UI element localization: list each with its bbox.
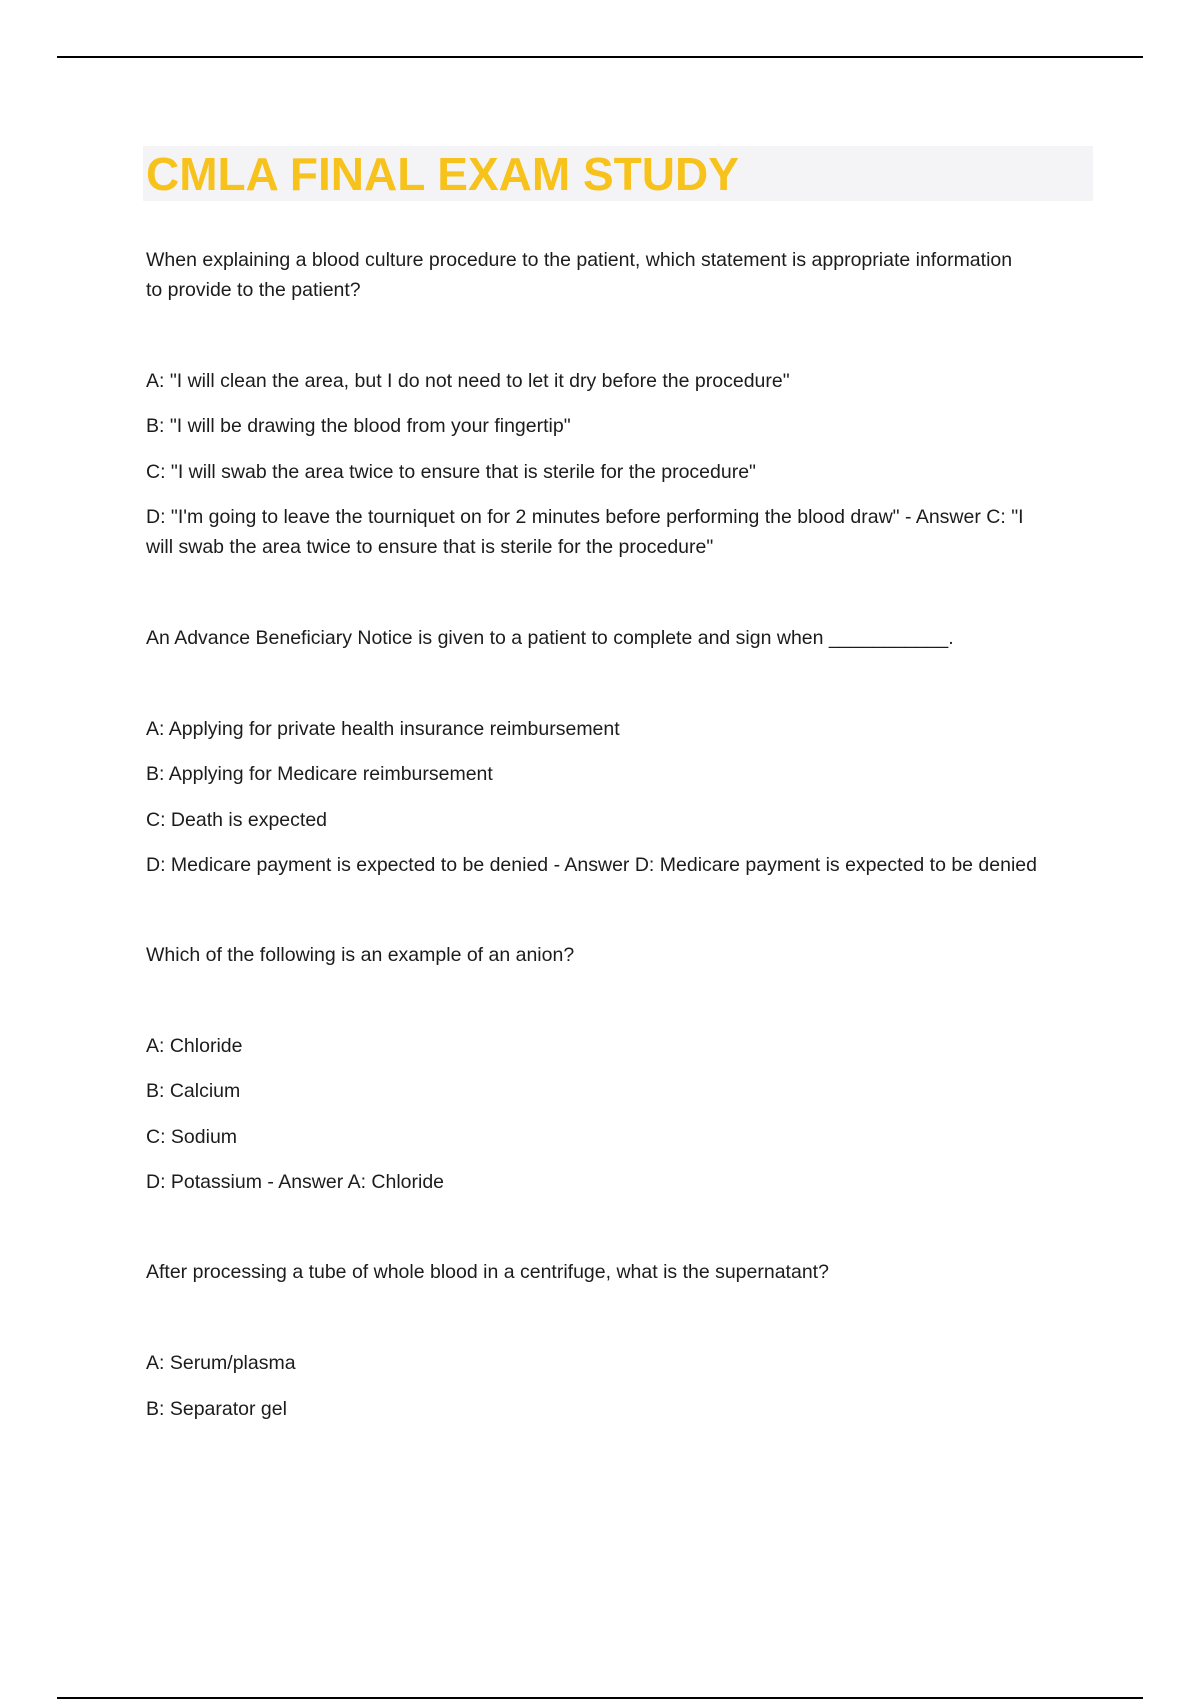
question-2-option-b: B: Applying for Medicare reimbursement	[146, 763, 493, 785]
question-2-option-d: D: Medicare payment is expected to be denied - Answer D: Medicare payment is expected to be denied	[146, 854, 1037, 876]
question-1-prompt-line-2: to provide to the patient?	[146, 279, 361, 301]
question-4-option-b: B: Separator gel	[146, 1398, 287, 1420]
document-title: CMLA FINAL EXAM STUDY	[146, 148, 739, 200]
question-1-option-d-line-2: will swab the area twice to ensure that is sterile for the procedure"	[146, 536, 714, 558]
question-4-prompt: After processing a tube of whole blood in a centrifuge, what is the supernatant?	[146, 1261, 829, 1283]
question-2-option-c: C: Death is expected	[146, 809, 328, 831]
question-2-prompt: An Advance Beneficiary Notice is given to a patient to complete and sign when ___________.	[146, 627, 954, 649]
question-1-prompt-line-1: When explaining a blood culture procedure to the patient, which statement is appropriate information	[146, 249, 1013, 271]
question-3-option-b: B: Calcium	[146, 1080, 241, 1102]
question-2-option-a: A: Applying for private health insurance reimbursement	[146, 718, 620, 740]
question-3-option-a: A: Chloride	[146, 1035, 243, 1057]
header-rule	[57, 56, 1143, 58]
question-4-option-a: A: Serum/plasma	[146, 1352, 296, 1374]
question-1-option-b: B: "I will be drawing the blood from your fingertip"	[146, 415, 571, 437]
question-3-prompt: Which of the following is an example of an anion?	[146, 944, 575, 966]
question-3-option-d: D: Potassium - Answer A: Chloride	[146, 1171, 445, 1193]
question-3-option-c: C: Sodium	[146, 1126, 238, 1148]
question-1-option-d-line-1: D: "I'm going to leave the tourniquet on for 2 minutes before performing the blood draw" - Answer C: "I	[146, 506, 1024, 528]
question-1-option-a: A: "I will clean the area, but I do not need to let it dry before the procedure"	[146, 370, 790, 392]
question-1-option-c: C: "I will swab the area twice to ensure that is sterile for the procedure"	[146, 461, 756, 483]
footer-rule	[57, 1697, 1143, 1699]
